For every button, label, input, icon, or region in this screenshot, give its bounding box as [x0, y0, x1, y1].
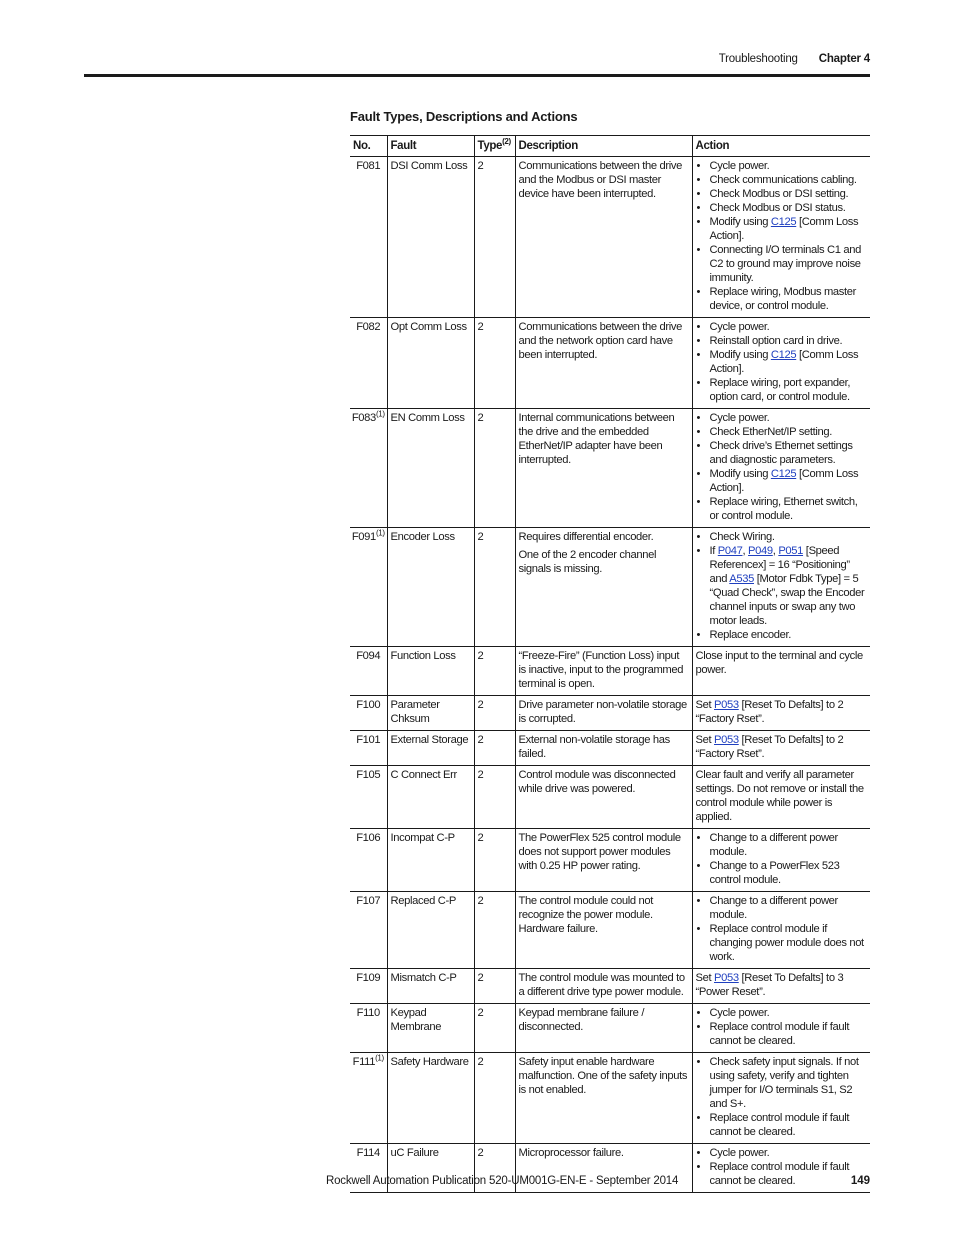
parameter-link[interactable]: P053: [714, 699, 739, 711]
action-item: [696, 376, 868, 404]
action-text: Modify using: [709, 216, 771, 228]
action-text: Clear fault and verify all parameter settings. Do not remove or install the control module while power is applied.: [695, 769, 864, 823]
action-item: [696, 1111, 868, 1139]
fault-description: [515, 157, 692, 318]
fault-number: F101: [356, 734, 381, 746]
footnote-ref: (1): [375, 1053, 384, 1063]
action-text: ,: [742, 545, 749, 557]
action-text: Change to a PowerFlex 523 control module.: [709, 860, 840, 886]
fault-description: [515, 969, 692, 1004]
fault-description: [515, 829, 692, 892]
parameter-link[interactable]: A535: [729, 573, 754, 585]
fault-action: [692, 1004, 870, 1053]
action-text: [Comm Loss Action].: [709, 468, 859, 494]
fault-number-cell: [350, 766, 387, 829]
fault-number-cell: [350, 528, 387, 647]
action-text: Check drive’s Ethernet settings and diagnostic parameters.: [709, 440, 853, 466]
fault-number: F106: [356, 832, 381, 844]
fault-type: 2: [474, 318, 515, 409]
col-header-no: No.: [350, 136, 387, 157]
fault-description: [515, 1004, 692, 1053]
table-row: [350, 766, 870, 829]
table-row: [350, 647, 870, 696]
action-item: [696, 348, 868, 376]
action-item: [696, 201, 868, 215]
col-header-fault: Fault: [387, 136, 474, 157]
footnote-ref: (1): [375, 528, 385, 538]
fault-type: 2: [474, 731, 515, 766]
action-item: [696, 320, 868, 334]
fault-number: F094: [356, 650, 381, 662]
parameter-link[interactable]: P047: [717, 545, 743, 557]
action-text: Replace wiring, Ethernet switch, or control module.: [709, 496, 858, 522]
footnote-ref: (1): [375, 409, 385, 419]
fault-name: Keypad Membrane: [387, 1004, 474, 1053]
action-text: Replace control module if fault cannot be cleared.: [709, 1112, 850, 1138]
fault-number-cell: [350, 1004, 387, 1053]
fault-description: [515, 766, 692, 829]
action-text: Connecting I/O terminals C1 and C2 to ground may improve noise immunity.: [709, 244, 861, 284]
action-text: [Reset To Defalts] to 2 “Factory Rset”.: [695, 734, 844, 760]
fault-description: [515, 731, 692, 766]
action-text: Check communications cabling.: [709, 174, 857, 186]
action-list: [696, 1006, 868, 1048]
fault-number-cell: [350, 969, 387, 1004]
fault-action: [692, 1144, 870, 1193]
action-list: [696, 320, 868, 404]
fault-action: [692, 318, 870, 409]
fault-type: 2: [474, 892, 515, 969]
fault-number: F081: [356, 160, 381, 172]
action-text: Change to a different power module.: [709, 832, 838, 858]
fault-description: [515, 892, 692, 969]
col-header-action: Action: [692, 136, 870, 157]
action-item: [696, 628, 868, 642]
table-row: [350, 892, 870, 969]
action-list: [696, 159, 868, 313]
description-paragraph: The PowerFlex 525 control module does not support power modules with 0.25 HP power rating.: [518, 832, 681, 872]
action-text: Cycle power.: [709, 1147, 770, 1159]
header-rule: [84, 74, 870, 77]
header-chapter: Chapter 4: [818, 53, 870, 65]
fault-number-cell: [350, 696, 387, 731]
action-text: Replace wiring, Modbus master device, or control module.: [709, 286, 857, 312]
action-text: Reinstall option card in drive.: [709, 335, 843, 347]
table-row: [350, 157, 870, 318]
fault-type: 2: [474, 766, 515, 829]
fault-type: 2: [474, 409, 515, 528]
fault-action: [692, 731, 870, 766]
fault-type: 2: [474, 647, 515, 696]
table-row: [350, 528, 870, 647]
page-number: 149: [850, 1175, 870, 1187]
description-paragraph: The control module was mounted to a different drive type power module.: [518, 972, 685, 998]
fault-number-cell: [350, 157, 387, 318]
fault-type: 2: [474, 969, 515, 1004]
fault-number: F082: [356, 321, 381, 333]
parameter-link[interactable]: P049: [748, 545, 773, 557]
fault-action: [692, 766, 870, 829]
action-item: [696, 1146, 868, 1160]
fault-action: [692, 892, 870, 969]
fault-type: 2: [474, 1144, 515, 1193]
action-list: [696, 530, 868, 642]
action-text: Set: [695, 699, 715, 711]
fault-type: 2: [474, 1004, 515, 1053]
fault-name: Replaced C-P: [387, 892, 474, 969]
description-paragraph: External non-volatile storage has failed.: [518, 734, 670, 760]
action-text: Cycle power.: [709, 321, 770, 333]
parameter-link[interactable]: C125: [770, 349, 797, 361]
fault-type: 2: [474, 528, 515, 647]
fault-table: [350, 135, 870, 1193]
fault-type: 2: [474, 1053, 515, 1144]
action-text: Change to a different power module.: [709, 895, 838, 921]
fault-number-cell: [350, 318, 387, 409]
fault-number-cell: [350, 1053, 387, 1144]
action-item: [696, 215, 868, 243]
fault-action: [692, 647, 870, 696]
fault-number-cell: [350, 731, 387, 766]
action-item: [696, 495, 868, 523]
header-section: Troubleshooting: [718, 53, 798, 65]
fault-number-cell: [350, 829, 387, 892]
table-row: [350, 318, 870, 409]
fault-description: [515, 696, 692, 731]
table-row: [350, 829, 870, 892]
action-text: Replace control module if fault cannot be cleared.: [709, 1021, 850, 1047]
action-item: [696, 411, 868, 425]
action-item: [696, 1020, 868, 1048]
table-body: [350, 157, 870, 1193]
col-header-type-label: Type: [477, 140, 503, 152]
fault-description: [515, 528, 692, 647]
fault-number-cell: [350, 892, 387, 969]
parameter-link[interactable]: P051: [778, 545, 804, 557]
action-item: [696, 173, 868, 187]
fault-action: [692, 157, 870, 318]
fault-name: Safety Hardware: [387, 1053, 474, 1144]
action-item: [696, 530, 868, 544]
fault-name: EN Comm Loss: [387, 409, 474, 528]
fault-action: [692, 696, 870, 731]
action-text: Replace encoder.: [709, 629, 791, 641]
fault-action: [692, 528, 870, 647]
fault-number: F109: [356, 972, 381, 984]
fault-number: F105: [356, 769, 381, 781]
fault-number: F111: [352, 1056, 376, 1068]
fault-description: [515, 409, 692, 528]
action-list: [696, 411, 868, 523]
action-text: Cycle power.: [709, 412, 770, 424]
action-text: Cycle power.: [709, 160, 770, 172]
action-item: [696, 159, 868, 173]
fault-description: [515, 318, 692, 409]
fault-type: 2: [474, 157, 515, 318]
description-paragraph: Requires differential encoder.: [518, 531, 654, 543]
action-text: Replace control module if fault cannot be cleared.: [709, 1161, 850, 1187]
parameter-link[interactable]: C125: [770, 468, 797, 480]
fault-name: Parameter Chksum: [387, 696, 474, 731]
action-item: [696, 285, 868, 313]
action-text: Modify using: [709, 349, 771, 361]
table-row: [350, 1004, 870, 1053]
fault-description: [515, 1053, 692, 1144]
fault-name: C Connect Err: [387, 766, 474, 829]
action-item: [696, 922, 868, 964]
description-paragraph: Communications between the drive and the network option card have been interrupted.: [518, 321, 683, 361]
footnote-ref: (2): [502, 137, 511, 147]
table-row: [350, 1053, 870, 1144]
fault-number: F114: [356, 1147, 380, 1159]
action-text: Replace control module if changing power module does not work.: [709, 923, 864, 963]
action-text: ,: [772, 545, 779, 557]
table-row: [350, 409, 870, 528]
fault-name: External Storage: [387, 731, 474, 766]
action-text: Modify using: [709, 468, 771, 480]
fault-name: Function Loss: [387, 647, 474, 696]
action-item: [696, 334, 868, 348]
description-paragraph: “Freeze-Fire” (Function Loss) input is inactive, input to the programmed terminal is open.: [518, 650, 684, 690]
col-header-description: Description: [515, 136, 692, 157]
action-text: If: [709, 545, 718, 557]
action-text: Cycle power.: [709, 1007, 770, 1019]
action-item: [696, 467, 868, 495]
table-header-row: [350, 136, 870, 157]
action-text: Set: [695, 734, 715, 746]
action-item: [696, 544, 868, 628]
action-text: Check Modbus or DSI status.: [709, 202, 846, 214]
fault-number-cell: [350, 409, 387, 528]
action-item: [696, 425, 868, 439]
action-item: [696, 439, 868, 467]
action-item: [696, 1006, 868, 1020]
parameter-link[interactable]: P053: [714, 972, 739, 984]
fault-name: Mismatch C-P: [387, 969, 474, 1004]
action-item: [696, 1160, 868, 1188]
running-header: [719, 53, 870, 65]
description-paragraph: Safety input enable hardware malfunction. One of the safety inputs is not enabled.: [518, 1056, 688, 1096]
table-row: [350, 696, 870, 731]
action-item: [696, 243, 868, 285]
fault-type: 2: [474, 696, 515, 731]
col-header-type: [474, 136, 515, 157]
action-text: Replace wiring, port expander, option card, or control module.: [709, 377, 851, 403]
action-item: [696, 894, 868, 922]
action-text: [Reset To Defalts] to 2 “Factory Rset”.: [695, 699, 844, 725]
footer-publication: Rockwell Automation Publication 520-UM001G-EN-E - September 2014: [326, 1175, 679, 1187]
fault-description: [515, 647, 692, 696]
fault-number-cell: [350, 647, 387, 696]
fault-number: F107: [356, 895, 381, 907]
action-list: [696, 831, 868, 887]
fault-number: F110: [356, 1007, 380, 1019]
action-text: [Motor Fdbk Type] = 5 “Quad Check”, swap the Encoder channel inputs or swap any two motor leads.: [709, 573, 865, 627]
fault-name: Opt Comm Loss: [387, 318, 474, 409]
table-title: Fault Types, Descriptions and Actions: [350, 109, 578, 124]
action-list: [696, 1055, 868, 1139]
fault-name: DSI Comm Loss: [387, 157, 474, 318]
action-list: [696, 894, 868, 964]
table-row: [350, 969, 870, 1004]
action-list: [696, 1146, 868, 1188]
action-text: [Speed Referencex] = 16 “Positioning” and: [709, 545, 850, 585]
description-paragraph: Control module was disconnected while drive was powered.: [518, 769, 676, 795]
action-text: Close input to the terminal and cycle power.: [695, 650, 863, 676]
fault-number: F091: [351, 531, 376, 543]
description-paragraph: Keypad membrane failure / disconnected.: [518, 1007, 645, 1033]
description-paragraph: The control module could not recognize the power module. Hardware failure.: [518, 895, 653, 935]
description-paragraph: One of the 2 encoder channel signals is missing.: [518, 549, 657, 575]
fault-action: [692, 1053, 870, 1144]
fault-number: F083: [351, 412, 376, 424]
action-item: [696, 187, 868, 201]
fault-type: 2: [474, 829, 515, 892]
fault-name: uC Failure: [387, 1144, 474, 1193]
action-text: Set: [695, 972, 715, 984]
fault-action: [692, 829, 870, 892]
action-text: Check safety input signals. If not using safety, verify and tighten jumper for I/O terminals S1, S2 and S+.: [709, 1056, 859, 1110]
action-text: Check Wiring.: [709, 531, 775, 543]
description-paragraph: Drive parameter non-volatile storage is corrupted.: [518, 699, 687, 725]
fault-name: Encoder Loss: [387, 528, 474, 647]
fault-action: [692, 969, 870, 1004]
action-text: Check Modbus or DSI setting.: [709, 188, 849, 200]
parameter-link[interactable]: P053: [714, 734, 739, 746]
parameter-link[interactable]: C125: [770, 216, 797, 228]
description-paragraph: Internal communications between the drive and the embedded EtherNet/IP adapter have been interrupted.: [518, 412, 675, 466]
fault-name: Incompat C-P: [387, 829, 474, 892]
action-item: [696, 831, 868, 859]
fault-number: F100: [356, 699, 381, 711]
action-text: [Comm Loss Action].: [709, 216, 859, 242]
action-item: [696, 859, 868, 887]
description-paragraph: Communications between the drive and the Modbus or DSI master device have been interrupted.: [518, 160, 683, 200]
action-text: [Reset To Defalts] to 3 “Power Reset”.: [695, 972, 844, 998]
table-row: [350, 731, 870, 766]
action-text: [Comm Loss Action].: [709, 349, 859, 375]
description-paragraph: Microprocessor failure.: [518, 1147, 624, 1159]
action-item: [696, 1055, 868, 1111]
fault-action: [692, 409, 870, 528]
action-text: Check EtherNet/IP setting.: [709, 426, 833, 438]
